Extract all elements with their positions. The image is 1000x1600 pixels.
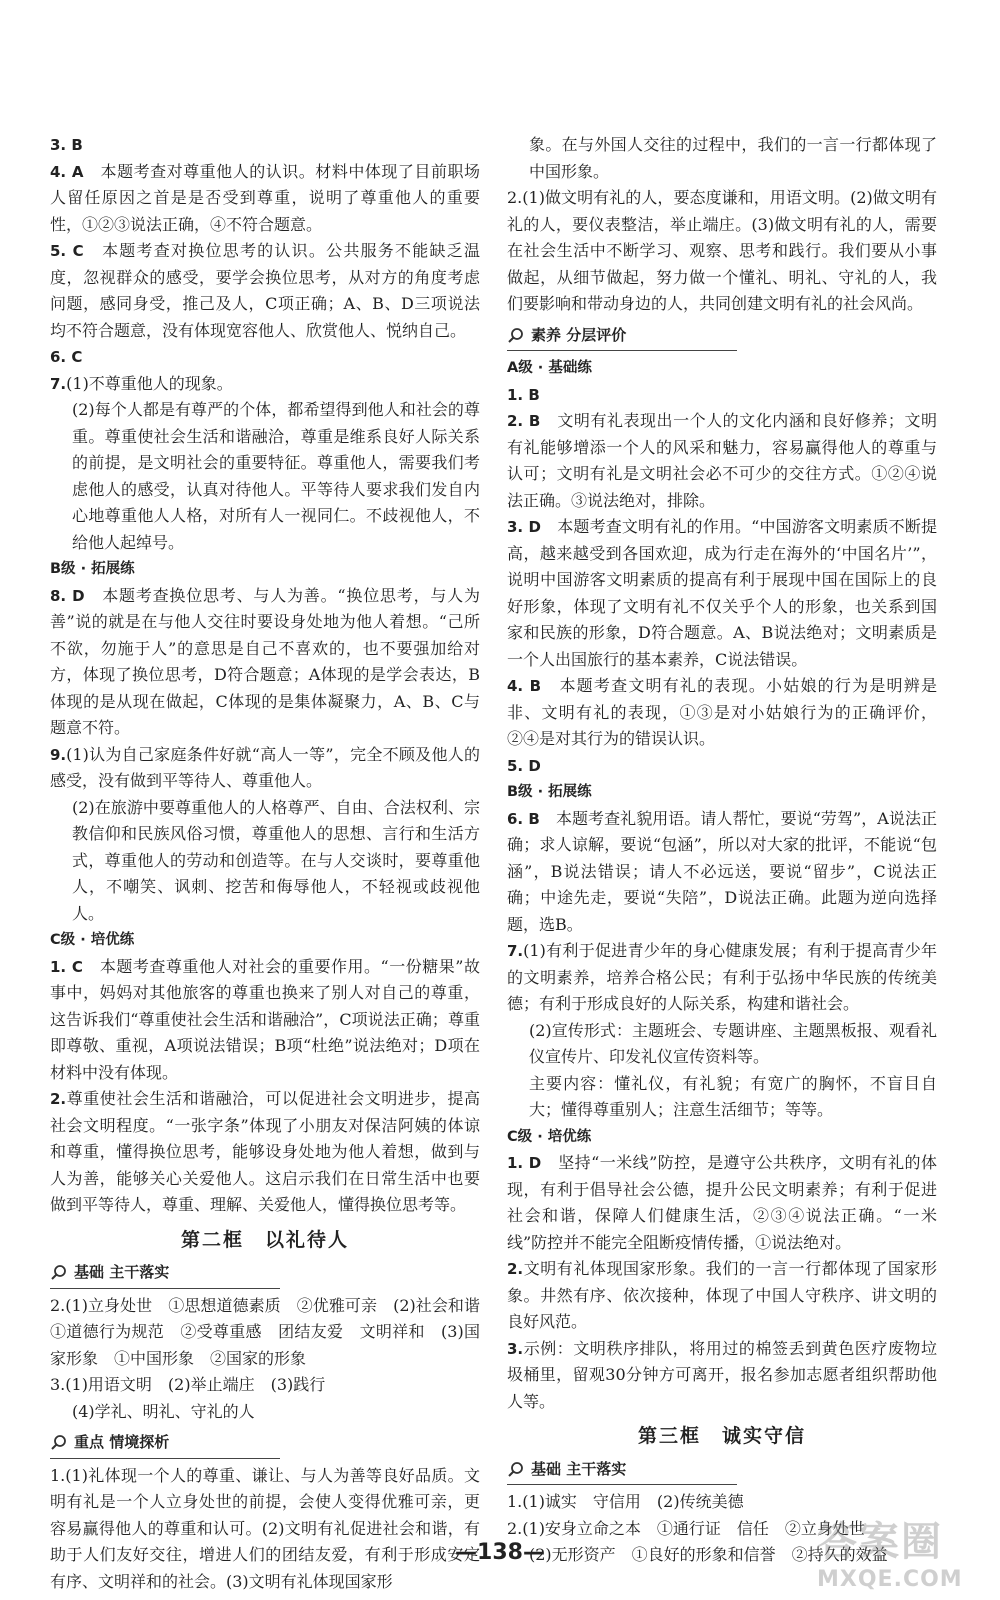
magnifier-icon bbox=[507, 327, 525, 343]
answer-item: 2.尊重使社会生活和谐融洽，可以促进社会文明进步，提高社会文明程度。“一张字条”体现了小朋友对保洁阿姨的体谅和尊重，懂得换位思考，能够设身处地为他人着想，做到与人为善，能够关心关爱他人。这启示我们在日常生活中也要做到平等待人，尊重、理解、关爱他人，懂得换位思考等。 bbox=[50, 1089, 480, 1214]
answer-subitem: (2)在旅游中要尊重他人的人格尊严、自由、合法权利、宗教信仰和民族风俗习惯，尊重他人的思想、言行和生活方式，尊重他人的劳动和创造等。在与人交谈时，要尊重他人，不嘲笑、讽刺、挖苦和侮辱他人，不轻视或歧视他人。 bbox=[72, 797, 480, 923]
answer-item: 9.(1)认为自己家庭条件好就“高人一等”，完全不顾及他人的感受，没有做到平等待人、尊重他人。 bbox=[50, 744, 480, 790]
answer-item: 6. C bbox=[50, 348, 83, 366]
answer-item: 2.(1)做文明有礼的人，要态度谦和，用语文明。(2)做文明有礼的人，要仪表整洁，举止端庄。(3)做文明有礼的人，需要在社会生活中不断学习、观察、思考和践行。我们要从小事做起，从细节做起，努力做一个懂礼、明礼、守礼的人，我们要影响和带动身边的人，共同创建文明有礼的社会风尚。 bbox=[507, 188, 937, 313]
answer-item: 2.文明有礼体现国家形象。我们的一言一行都体现了国家形象。井然有序、依次接种，体现了中国人守秩序、讲文明的良好风范。 bbox=[507, 1259, 937, 1331]
section-title: 第三框 诚实守信 bbox=[637, 1425, 806, 1447]
left-column bbox=[50, 132, 497, 1595]
magnifier-icon bbox=[507, 1461, 525, 1477]
answer-item: 8. D 本题考查换位思考、与人为善。“换位思考，与人为善”说的就是在与他人交往时要设身处地为他人着想。“己所不欲，勿施于人”的意思是自己不喜欢的，也不要强加给对方，体现了换位思考，D符合题意；A体现的是学会表达，B体现的是从现在做起，C体现的是集体凝聚力，A、B、C与题意不符。 bbox=[50, 585, 480, 737]
section-bar: 重点 情境探析 bbox=[50, 1429, 280, 1459]
basic-line: 2.(1)立身处世 ①思想道德素质 ②优雅可亲 (2)社会和谐 ①道德行为规范 ②受尊重感 团结友爱 文明祥和 (3)国家形象 ①中国形象 ②国家的形象 bbox=[50, 1295, 497, 1368]
answer-subitem: 主要内容：懂礼仪，有礼貌；有宽广的胸怀，不盲目自大；懂得尊重别人；注意生活细节；等等。 bbox=[529, 1073, 937, 1119]
answer-subitem: (2)宣传形式：主题班会、专题讲座、主题黑板报、观看礼仪宣传片、印发礼仪宣传资料等。 bbox=[529, 1020, 937, 1066]
watermark-en: MXQE.COM bbox=[817, 1567, 963, 1592]
answer-item: 3.示例：文明秩序排队，将用过的棉签丢到黄色医疗废物垃圾桶里，留观30分钟方可离开，报名参加志愿者组织帮助他人等。 bbox=[507, 1338, 937, 1411]
answer-item: 6. B 本题考查礼貌用语。请人帮忙，要说“劳驾”，A说法正确；求人谅解，要说“包涵”，所以对大家的批评，不能说“包涵”，B说法错误；请人不必远送，要说“留步”，C说法正确；中途先走，要说“失陪”，D说法正确。此题为逆向选择题，选B。 bbox=[507, 808, 937, 934]
basic-line: (4)学礼、明礼、守礼的人 bbox=[72, 1401, 255, 1421]
basic-line: 2.(1)安身立命之本 ①通行证 信任 ②立身处世 bbox=[507, 1518, 865, 1538]
answer-item: 1. B bbox=[507, 385, 540, 404]
answer-item: 4. A 本题考查对尊重他人的认识。材料中体现了目前职场人留任原因之首是是否受到尊重，说明了尊重他人的重要性，①②③说法正确，④不符合题意。 bbox=[50, 161, 480, 234]
basic-line: 3.(1)用语文明 (2)举止端庄 (3)践行 bbox=[50, 1375, 326, 1394]
section-title: 第二框 以礼待人 bbox=[180, 1228, 349, 1251]
watermark-cn: 答案圈 bbox=[817, 1519, 943, 1565]
basic-line: 1.(1)诚实 守信用 (2)传统美德 bbox=[507, 1492, 744, 1511]
level-heading-c: C级 · 培优练 bbox=[50, 932, 135, 948]
answer-item: 1. D 坚持“一米线”防控，是遵守公共秩序，文明有礼的体现，有利于倡导社会公德，提升公民文明素养；有利于促进社会和谐，保障人们健康生活，②③④说法正确。“一米线”防控并不能完全阻断疫情传播，①说法绝对。 bbox=[507, 1153, 937, 1252]
answer-subitem: (2)每个人都是有尊严的个体，都希望得到他人和社会的尊重。尊重使社会生活和谐融洽，尊重是维系良好人际关系的前提，是文明社会的重要特征。尊重他人，需要我们考虑他人的感受，认真对待他人。平等待人要求我们发自内心地尊重他人人格，对所有人一视同仁。不歧视他人，不给他人起绰号。 bbox=[72, 400, 480, 552]
answer-item: 3. B bbox=[50, 136, 83, 154]
answer-item: 5. D bbox=[507, 756, 541, 775]
section-bar: 基础 主干落实 bbox=[507, 1456, 737, 1486]
answer-item: 7.(1)不尊重他人的现象。 bbox=[50, 373, 233, 393]
right-column bbox=[507, 132, 937, 1569]
level-heading-a: A级 · 基础练 bbox=[507, 360, 592, 376]
basic-line: (2)无形资产 ①良好的形象和信誉 ②持久的效益 bbox=[529, 1545, 888, 1564]
answer-item: 4. B 本题考查文明有礼的表现。小姑娘的行为是明辨是非、文明有礼的表现，①③是对小姑娘行为的正确评价，②④是对其行为的错误认识。 bbox=[507, 676, 937, 748]
magnifier-icon bbox=[50, 1434, 68, 1450]
section-bar: 基础 主干落实 bbox=[50, 1259, 280, 1289]
continued-text: 象。在与外国人交往的过程中，我们的一言一行都体现了中国形象。 bbox=[529, 135, 937, 181]
key-answer: 1.(1)礼体现一个人的尊重、谦让、与人为善等良好品质。文明有礼是一个人立身处世的前提，会使人变得优雅可亲，更容易赢得他人的尊重和认可。(2)文明有礼促进社会和谐，有助于人们友好交往，增进人们的团结友爱，有利于形成安定有序、文明祥和的社会。(3)文明有礼体现国家形 bbox=[50, 1465, 480, 1591]
answer-item: 2. B 文明有礼表现出一个人的文化内涵和良好修养；文明有礼能够增添一个人的风采和魅力，容易赢得他人的尊重与认可；文明有礼是文明社会必不可少的交往方式。①②④说法正确。③说法绝对，排除。 bbox=[507, 411, 937, 510]
level-heading-b: B级 · 拓展练 bbox=[50, 561, 135, 577]
section-bar: 素养 分层评价 bbox=[507, 322, 737, 352]
level-heading-c: C级 · 培优练 bbox=[507, 1128, 592, 1145]
answer-item: 5. C 本题考查对换位思考的认识。公共服务不能缺乏温度，忽视群众的感受，要学会换位思考，从对方的角度考虑问题，感同身受，推己及人，C项正确；A、B、D三项说法均不符合题意，没有体现宽容他人、欣赏他人、悦纳自己。 bbox=[50, 241, 480, 340]
watermark-logo bbox=[817, 1510, 982, 1590]
level-heading-b: B级 · 拓展练 bbox=[507, 784, 592, 800]
magnifier-icon bbox=[50, 1264, 68, 1280]
page-number: —138— bbox=[455, 1540, 545, 1565]
answer-item: 7.(1)有利于促进青少年的身心健康发展；有利于提高青少年的文明素养，培养合格公民；有利于弘扬中华民族的传统美德；有利于形成良好的人际关系，构建和谐社会。 bbox=[507, 941, 937, 1013]
answer-item: 3. D 本题考查文明有礼的作用。“中国游客文明素质不断提高，越来越受到各国欢迎，成为行走在海外的‘中国名片’”，说明中国游客文明素质的提高有利于展现中国在国际上的良好形象，体现了文明有礼不仅关乎个人的形象，也关系到国家和民族的形象，D符合题意。A、B说法绝对；文明素质是一个人出国旅行的基本素养，C说法错误。 bbox=[507, 517, 937, 669]
answer-item: 1. C 本题考查尊重他人对社会的重要作用。“一份糖果”故事中，妈妈对其他旅客的尊重也换来了别人对自己的尊重，这告诉我们“尊重使社会生活和谐融洽”，C项说法正确；尊重即尊敬、重视，A项说法错误；B项“杜绝”说法绝对；D项在材料中没有体现。 bbox=[50, 956, 480, 1082]
